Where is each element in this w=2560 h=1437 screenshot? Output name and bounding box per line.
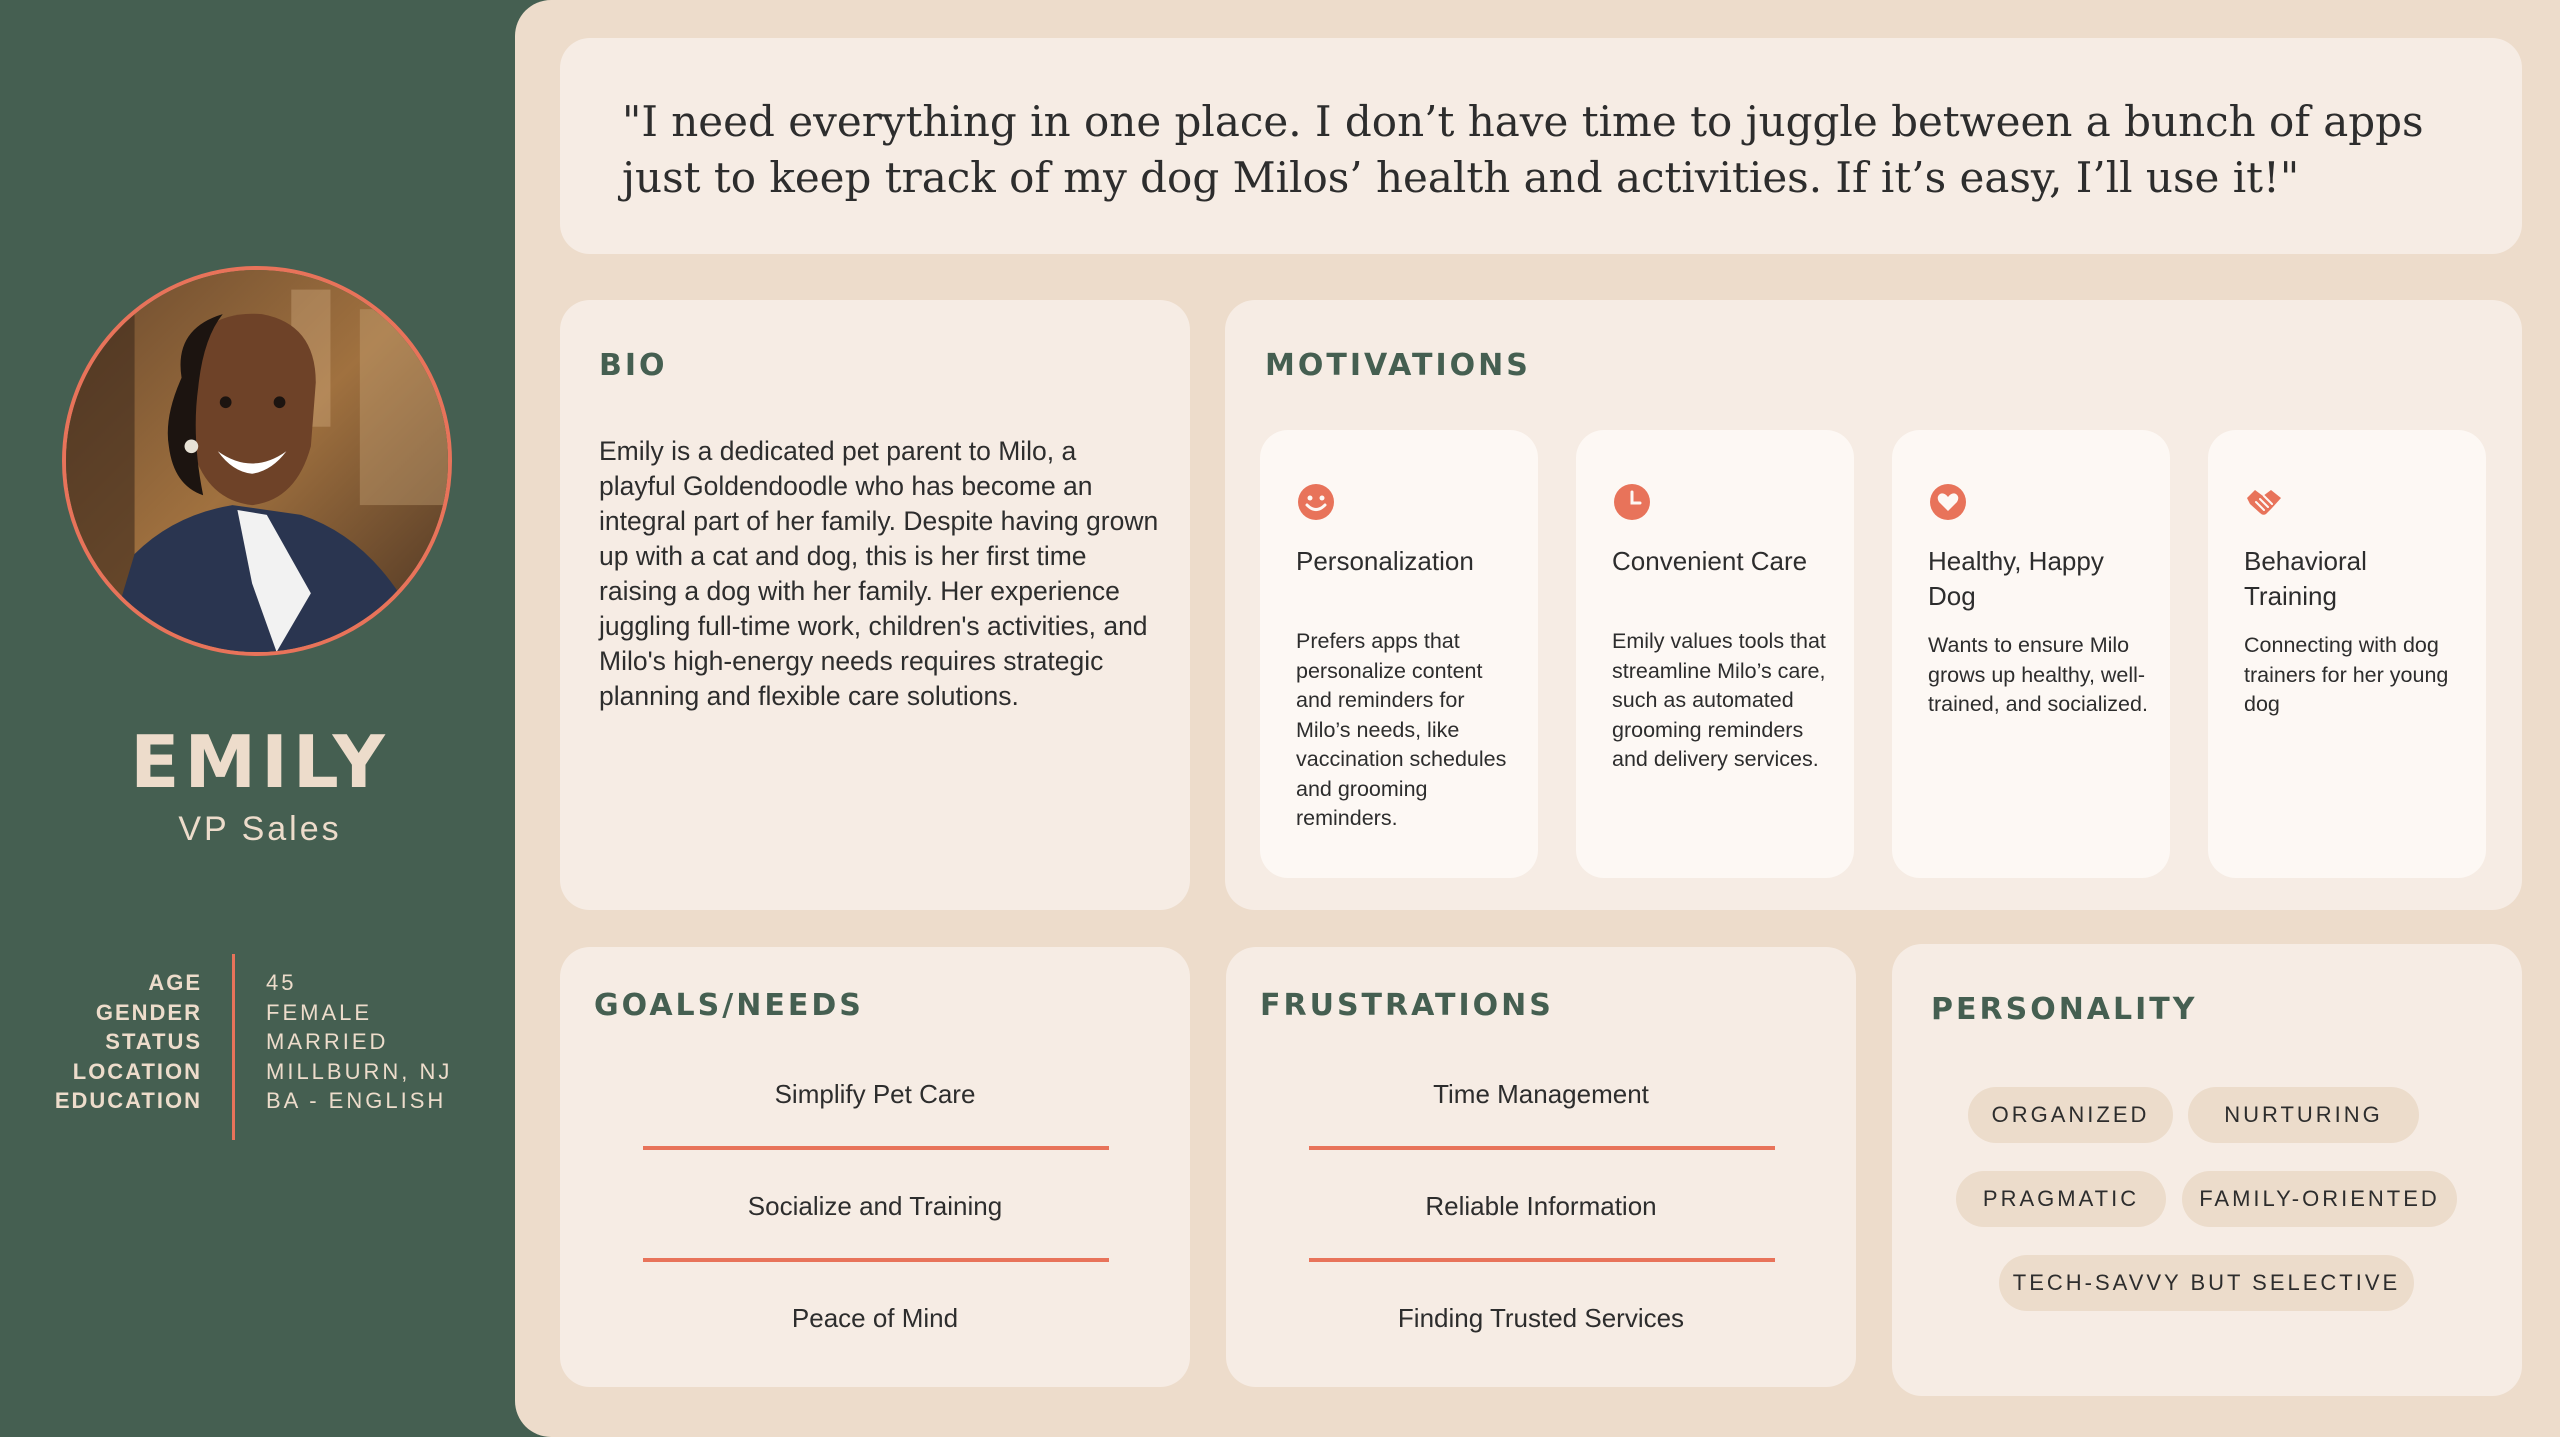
- frustrations-card: [1226, 947, 1856, 1387]
- bio-card: [560, 300, 1190, 910]
- motivation-desc: Prefers apps that personalize content and reminders for Milo’s needs, like vaccination schedules and grooming reminders.: [1296, 629, 1507, 830]
- motivation-title: Personalization: [1296, 546, 1474, 576]
- motivation-card-healthy-happy-dog: [1892, 430, 2170, 878]
- quote-card: [560, 38, 2522, 254]
- clock-icon: [1612, 482, 1652, 522]
- goals-heading: GOALS/NEEDS: [594, 988, 864, 1023]
- smiley-icon: [1296, 482, 1336, 522]
- bio-text: Emily is a dedicated pet parent to Milo, a playful Goldendoodle who has become an integral part of her family. Despite having grown up with a cat and dog, this is her first time raising a dog with her family. Her experience juggling full-time work, children's activities, and Milo's high-energy needs requires strategic planning and flexible care solutions.: [599, 436, 1159, 711]
- heart-icon: [1928, 482, 1968, 522]
- personality-card: [1892, 944, 2522, 1396]
- frustration-item: Finding Trusted Services: [1397, 1303, 1685, 1333]
- personality-tag: ORGANIZED: [1968, 1087, 2173, 1143]
- motivations-card: [1225, 300, 2522, 910]
- goal-item: Simplify Pet Care: [774, 1079, 976, 1109]
- persona-photo: [62, 266, 452, 656]
- frustration-item: Reliable Information: [1425, 1191, 1657, 1221]
- frustration-divider: [1309, 1258, 1775, 1262]
- persona-quote: "I need everything in one place. I don’t have time to juggle between a bunch of apps just to keep track of my dog Milos’ health and activities. If it’s easy, I’ll use it!": [622, 97, 2424, 202]
- motivation-title: Behavioral Training: [2244, 546, 2367, 611]
- bio-heading: BIO: [599, 348, 668, 383]
- attr-value-location: MILLBURN, NJ: [266, 1058, 453, 1084]
- motivation-desc: Emily values tools that streamline Milo’s care, such as automated grooming reminders and delivery services.: [1612, 629, 1826, 771]
- attr-label-age: AGE: [148, 970, 202, 995]
- persona-sidebar: [0, 0, 560, 1437]
- motivation-card-convenient-care: [1576, 430, 1854, 878]
- personality-tag: FAMILY-ORIENTED: [2182, 1171, 2457, 1227]
- motivation-desc: Wants to ensure Milo grows up healthy, well-trained, and socialized.: [1928, 633, 2148, 716]
- attr-value-status: MARRIED: [266, 1029, 389, 1054]
- persona-name: EMILY: [130, 720, 390, 804]
- frustration-item: Time Management: [1433, 1079, 1649, 1109]
- frustration-divider: [1309, 1146, 1775, 1150]
- motivation-card-behavioral-training: [2208, 430, 2486, 878]
- motivation-card-personalization: [1260, 430, 1538, 878]
- motivation-desc: Connecting with dog trainers for her young dog: [2244, 633, 2449, 716]
- motivation-title: Healthy, Happy Dog: [1928, 546, 2104, 611]
- portrait-image: [66, 270, 448, 652]
- frustrations-heading: FRUSTRATIONS: [1260, 988, 1554, 1023]
- goal-item: Socialize and Training: [747, 1191, 1003, 1221]
- attr-label-location: LOCATION: [72, 1058, 202, 1084]
- personality-heading: PERSONALITY: [1931, 992, 2198, 1027]
- attr-label-gender: GENDER: [95, 999, 202, 1025]
- personality-tag: TECH-SAVVY BUT SELECTIVE: [1999, 1255, 2414, 1311]
- persona-role: VP Sales: [178, 810, 342, 848]
- attributes-divider: [232, 954, 235, 1140]
- personality-tag: NURTURING: [2188, 1087, 2419, 1143]
- personality-tag: PRAGMATIC: [1956, 1171, 2166, 1227]
- goal-item: Peace of Mind: [791, 1303, 959, 1333]
- attr-value-gender: FEMALE: [266, 999, 373, 1025]
- attr-label-education: EDUCATION: [54, 1088, 202, 1113]
- handshake-icon: [2244, 482, 2284, 522]
- goal-divider: [643, 1258, 1109, 1262]
- goals-card: [560, 947, 1190, 1387]
- attr-value-age: 45: [266, 970, 297, 995]
- motivation-title: Convenient Care: [1612, 546, 1808, 576]
- attr-value-education: BA - ENGLISH: [266, 1088, 447, 1113]
- attr-label-status: STATUS: [105, 1029, 202, 1054]
- goal-divider: [643, 1146, 1109, 1150]
- motivations-heading: MOTIVATIONS: [1265, 348, 1531, 383]
